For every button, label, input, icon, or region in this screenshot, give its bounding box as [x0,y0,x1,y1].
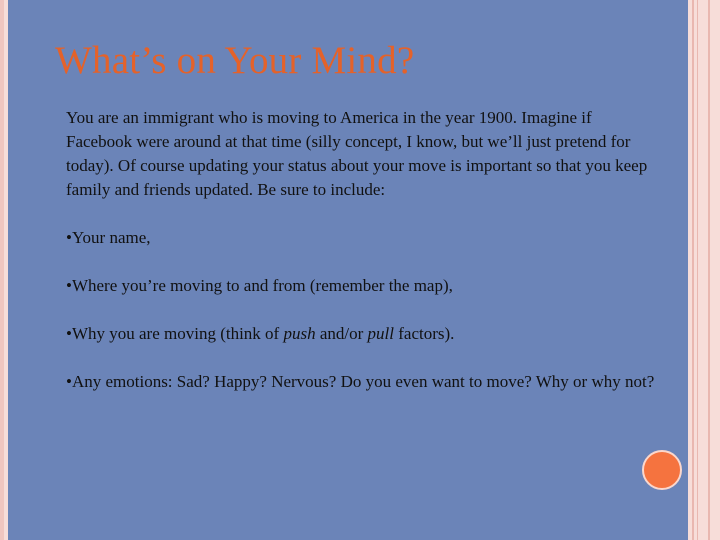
bullet-marker: • [66,276,72,295]
bullet-text: and/or [315,324,368,343]
right-decorative-line [692,0,694,540]
bullet-item-emotions [66,370,656,394]
bullet-text: Where you’re moving to and from (remember the map), [71,276,453,295]
slide-body [66,106,656,394]
left-border-stripe [0,0,4,540]
bullet-text: Your name, [71,228,151,247]
bullet-marker: • [66,372,72,391]
bullet-text: factors). [393,324,455,343]
push-term: push [283,324,316,343]
slide-title: What’s on Your Mind? [55,39,415,82]
bullet-item-name [66,226,656,250]
intro-paragraph: You are an immigrant who is moving to America in the year 1900. Imagine if Facebook were around at that time (silly concept, I know, but we’ll just pretend for today). Of course updating your status about your move is important so that you keep family and friends updated. Be sure to include: [66,108,648,199]
right-decorative-line [697,0,698,540]
bullet-item-where [66,274,656,298]
bullet-text: Why you are moving (think of [71,324,284,343]
bullet-marker: • [66,324,72,343]
right-decorative-line [708,0,710,540]
bullet-text: Any emotions: Sad? Happy? Nervous? Do you even want to move? Why or why not? [71,372,655,391]
bullet-marker: • [66,228,72,247]
pull-term: pull [367,324,394,343]
decorative-circle [642,450,682,490]
bullet-item-why [66,322,656,346]
